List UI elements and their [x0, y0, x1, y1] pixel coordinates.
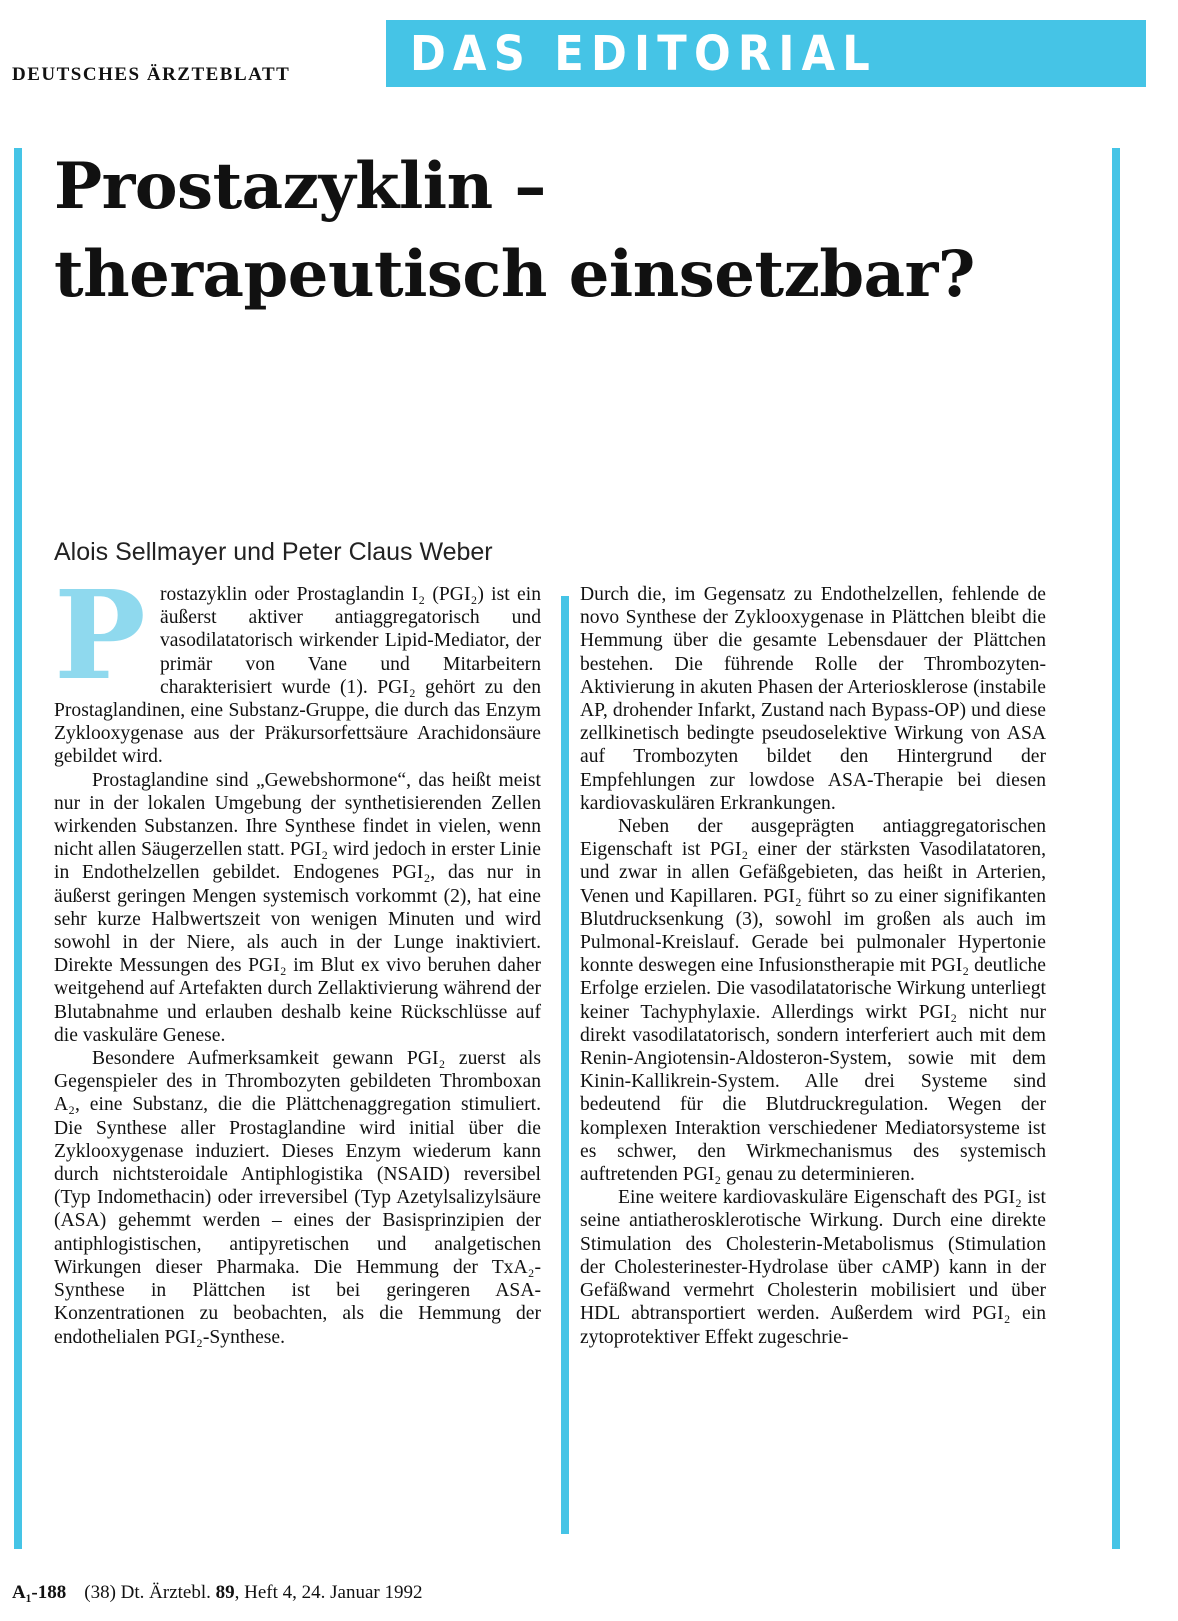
paragraph: Eine weitere kardiovaskuläre Eigenschaft des PGI₂ ist seine antiatherosklerotische Wirkung. Durch eine direkte Stimulation des Cholesterin-Metabolismus (Stimulation der Cholesterinester-Hydrolase über cAMP) kann in der Gefäßwand vermehrt Cholesterin mobilisiert und über HDL abtransportiert werden. Außerdem wird PGI₂ ein zytoprotektiver Effekt zugeschrie-	[580, 1187, 1046, 1348]
left-accent-bar	[14, 148, 22, 1549]
page-reference: A₁-188	[12, 1582, 67, 1603]
section-label: DAS EDITORIAL	[410, 26, 877, 82]
paragraph	[54, 563, 541, 769]
article-title	[54, 143, 1094, 319]
title-line-1: Prostazyklin –	[54, 149, 546, 224]
column-divider-bar	[561, 596, 569, 1534]
paragraph: Neben der ausgeprägten antiaggregatorischen Eigenschaft ist PGI₂ einer der stärksten Vasodilatatoren, und zwar in allen Gefäßgebieten, das heißt in Arterien, Venen und Kapillaren. PGI₂ führt so zu einer signifikanten Blutdrucksenkung (3), sowohl im großen als auch im Pulmonal-Kreislauf. Gerade bei pulmonaler Hypertonie konnte deswegen eine Infusionstherapie mit PGI₂ deutliche Erfolge erzielen. Die vasodilatatorische Wirkung unterliegt keiner Tachyphylaxie. Allerdings wirkt PGI₂ nicht nur direkt vasodilatatorisch, sondern interferiert auch mit dem Renin-Angiotensin-Aldosteron-System, sowie mit dem Kinin-Kallikrein-System. Alle drei Systeme sind bedeutend für die Blutdruckregulation. Wegen der komplexen Interaktion verschiedener Mediatorsysteme ist es schwer, den Wirkmechanismus des systemisch auftretenden PGI₂ genau zu determinieren.	[580, 816, 1046, 1186]
text-column-left	[54, 563, 541, 1349]
paragraph: Besondere Aufmerksamkeit gewann PGI₂ zuerst als Gegenspieler des in Thrombozyten gebildeten Thromboxan A₂, eine Substanz, die die Plättchenaggregation stimuliert. Die Synthese aller Prostaglandine wird initial über die Zyklooxygenase induziert. Dieses Enzym wiederum kann durch nichtsteroidale Antiphlogistika (NSAID) reversibel (Typ Indomethacin) oder irreversibel (Typ Azetylsalizylsäure (ASA) gehemmt werden – eines der Basisprinzipien der antiphlogistischen, antipyretischen und analgetischen Wirkungen dieser Pharmaka. Die Hemmung der TxA₂-Synthese in Plättchen ist bei geringeren ASA-Konzentrationen zu beobachten, als die Hemmung der endothelialen PGI₂-Synthese.	[54, 1048, 541, 1348]
section-banner	[386, 20, 1146, 87]
text-column-right	[580, 583, 1046, 1349]
page-footer	[12, 1582, 423, 1604]
title-line-2: therapeutisch einsetzbar?	[54, 237, 975, 312]
drop-cap: P	[54, 563, 146, 707]
paragraph-text: rostazyklin oder Prostaglandin I₂ (PGI₂) ist ein äußerst aktiver antiaggregatorisch und vasodilatatorisch wirkender Lipid-Mediator, der primär von Vane und Mitarbeitern charakterisiert wurde (1). PGI₂ gehört zu den Prostaglandinen, eine Substanz-Gruppe, die durch das Enzym Zyklooxygenase aus der Präkursorfettsäure Arachidonsäure gebildet wird.	[54, 584, 541, 768]
right-accent-bar	[1112, 148, 1120, 1549]
journal-name: DEUTSCHES ÄRZTEBLATT	[12, 64, 291, 85]
volume-number: 89	[215, 1582, 235, 1603]
paragraph: Prostaglandine sind „Gewebshormone“, das heißt meist nur in der lokalen Umgebung der synthetisierenden Zellen wirkenden Substanzen. Ihre Synthese findet in vielen, wenn nicht allen Säugerzellen statt. PGI₂ wird jedoch in erster Linie in Endothelzellen gebildet. Endogenes PGI₂, das nur in äußerst geringen Mengen systemisch vorkommt (2), hat eine sehr kurze Halbwertszeit von wenigen Minuten und wird sowohl in der Niere, als auch in der Lunge inaktiviert. Direkte Messungen des PGI₂ im Blut ex vivo beruhen daher weitgehend auf Artefakten durch Zellaktivierung während der Blutabnahme und erlauben deshalb keine Rückschlüsse auf die vaskuläre Genese.	[54, 769, 541, 1046]
paragraph: Durch die, im Gegensatz zu Endothelzellen, fehlende de novo Synthese der Zyklooxygenase in Plättchen bleibt die Hemmung über die gesamte Lebensdauer der Plättchen bestehen. Die führende Rolle der Thrombozyten-Aktivierung in akuten Phasen der Arteriosklerose (instabile AP, drohender Infarkt, Zustand nach Bypass-OP) und diese zellkinetisch bedingte pseudoselektive Wirkung von ASA auf Trombozyten bildet den Hintergrund der Empfehlungen zur lowdose ASA-Therapie bei diesen kardiovaskulären Erkrankungen.	[580, 584, 1046, 814]
article-authors: Alois Sellmayer und Peter Claus Weber	[54, 538, 493, 566]
citation-prefix: (38) Dt. Ärztebl.	[84, 1582, 211, 1603]
citation-suffix: , Heft 4, 24. Januar 1992	[234, 1582, 423, 1603]
